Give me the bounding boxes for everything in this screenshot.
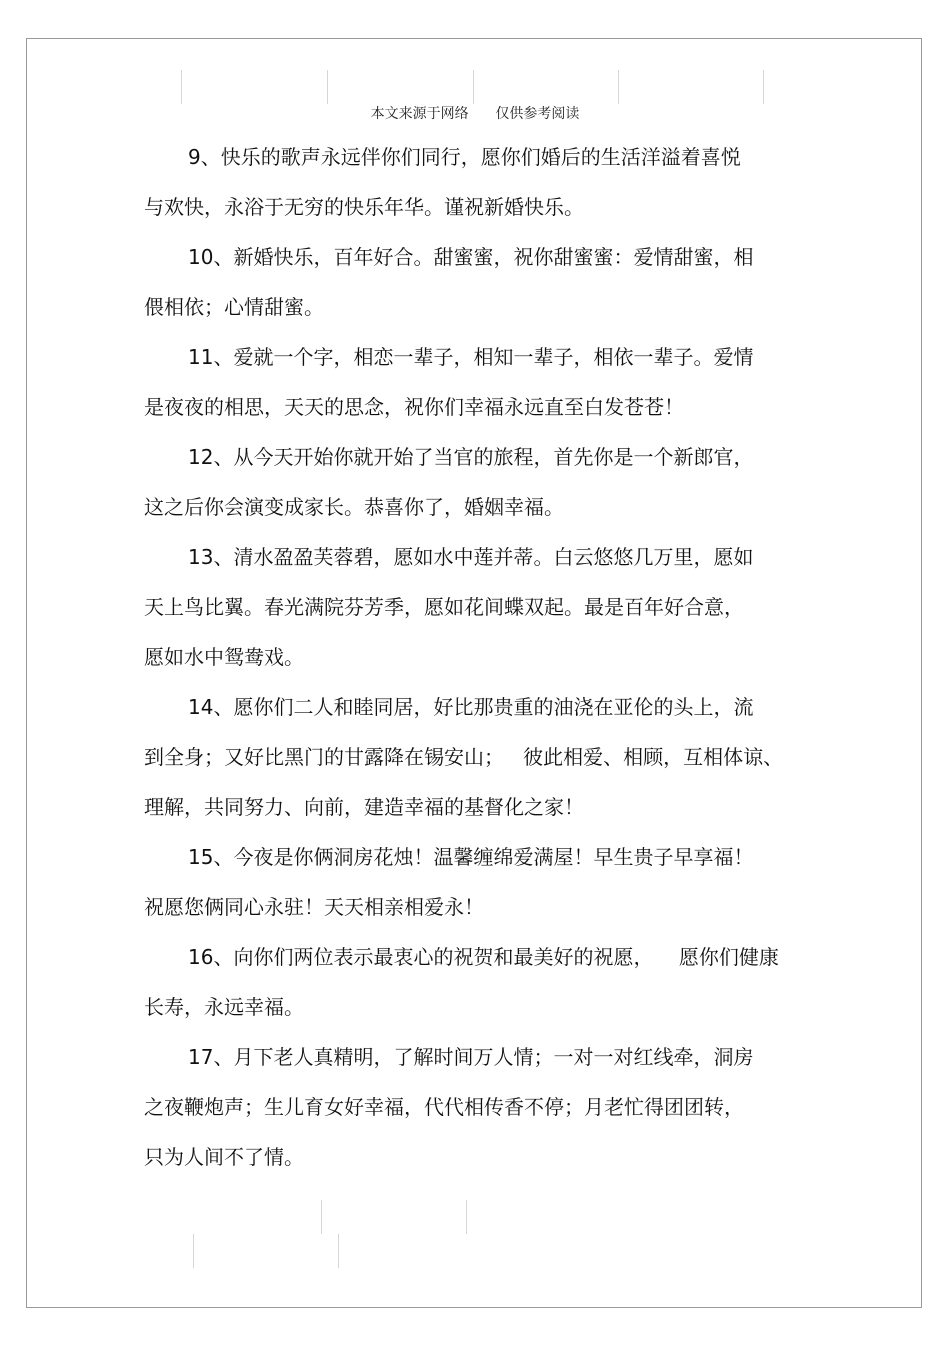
paragraph-16: [144, 932, 814, 1032]
paragraph-10: [144, 232, 814, 332]
paragraph-line: 9、快乐的歌声永远伴你们同行，愿你们婚后的生活洋溢着喜悦: [188, 145, 741, 169]
footer-mark: [193, 1234, 194, 1268]
header-mark: [473, 70, 474, 104]
paragraph-line: 只为人间不了情。: [144, 1145, 304, 1169]
paragraph-line: 与欢快，永浴于无穷的快乐年华。谨祝新婚快乐。: [144, 195, 584, 219]
paragraph-line: 16、向你们两位表示最衷心的祝贺和最美好的祝愿， 愿你们健康: [188, 945, 779, 969]
header-note: 本文来源于网络 仅供参考阅读: [370, 106, 580, 122]
paragraph-line: 14、愿你们二人和睦同居，好比那贵重的油浇在亚伦的头上，流: [188, 695, 754, 719]
footer-mark: [338, 1234, 339, 1268]
paragraph-line: 长寿，永远幸福。: [144, 995, 304, 1019]
paragraph-line: 10、新婚快乐，百年好合。甜蜜蜜，祝你甜蜜蜜：爱情甜蜜，相: [188, 245, 754, 269]
paragraph-line: 15、今夜是你俩洞房花烛！温馨缠绵爱满屋！早生贵子早享福！: [188, 845, 754, 869]
paragraph-line: 11、爱就一个字，相恋一辈子，相知一辈子，相依一辈子。爱情: [188, 345, 754, 369]
paragraph-15: [144, 832, 814, 932]
paragraph-line: 13、清水盈盈芙蓉碧，愿如水中莲并蒂。白云悠悠几万里，愿如: [188, 545, 754, 569]
document-body: [144, 132, 814, 1182]
paragraph-line: 偎相依；心情甜蜜。: [144, 295, 324, 319]
paragraph-line: 之夜鞭炮声；生儿育女好幸福，代代相传香不停；月老忙得团团转，: [144, 1095, 744, 1119]
paragraph-line: 天上鸟比翼。春光满院芬芳季，愿如花间蝶双起。最是百年好合意，: [144, 595, 744, 619]
paragraph-line: 祝愿您俩同心永驻！天天相亲相爱永！: [144, 895, 484, 919]
header-mark: [763, 70, 764, 104]
paragraph-line: 理解，共同努力、向前，建造幸福的基督化之家！: [144, 795, 584, 819]
header-mark: [327, 70, 328, 104]
paragraph-line: 到全身；又好比黑门的甘露降在锡安山； 彼此相爱、相顾，互相体谅、: [144, 745, 784, 769]
paragraph-line: 是夜夜的相思，天天的思念，祝你们幸福永远直至白发苍苍！: [144, 395, 684, 419]
paragraph-14: [144, 682, 814, 832]
paragraph-11: [144, 332, 814, 432]
header-mark: [618, 70, 619, 104]
paragraph-9: [144, 132, 814, 232]
paragraph-line: 12、从今天开始你就开始了当官的旅程，首先你是一个新郎官，: [188, 445, 754, 469]
paragraph-12: [144, 432, 814, 532]
paragraph-17: [144, 1032, 814, 1182]
paragraph-13: [144, 532, 814, 682]
footer-mark: [466, 1200, 467, 1234]
header-mark: [181, 70, 182, 104]
footer-mark: [321, 1200, 322, 1234]
paragraph-line: 17、月下老人真精明，了解时间万人情；一对一对红线牵，洞房: [188, 1045, 754, 1069]
paragraph-line: 愿如水中鸳鸯戏。: [144, 645, 304, 669]
paragraph-line: 这之后你会演变成家长。恭喜你了，婚姻幸福。: [144, 495, 564, 519]
